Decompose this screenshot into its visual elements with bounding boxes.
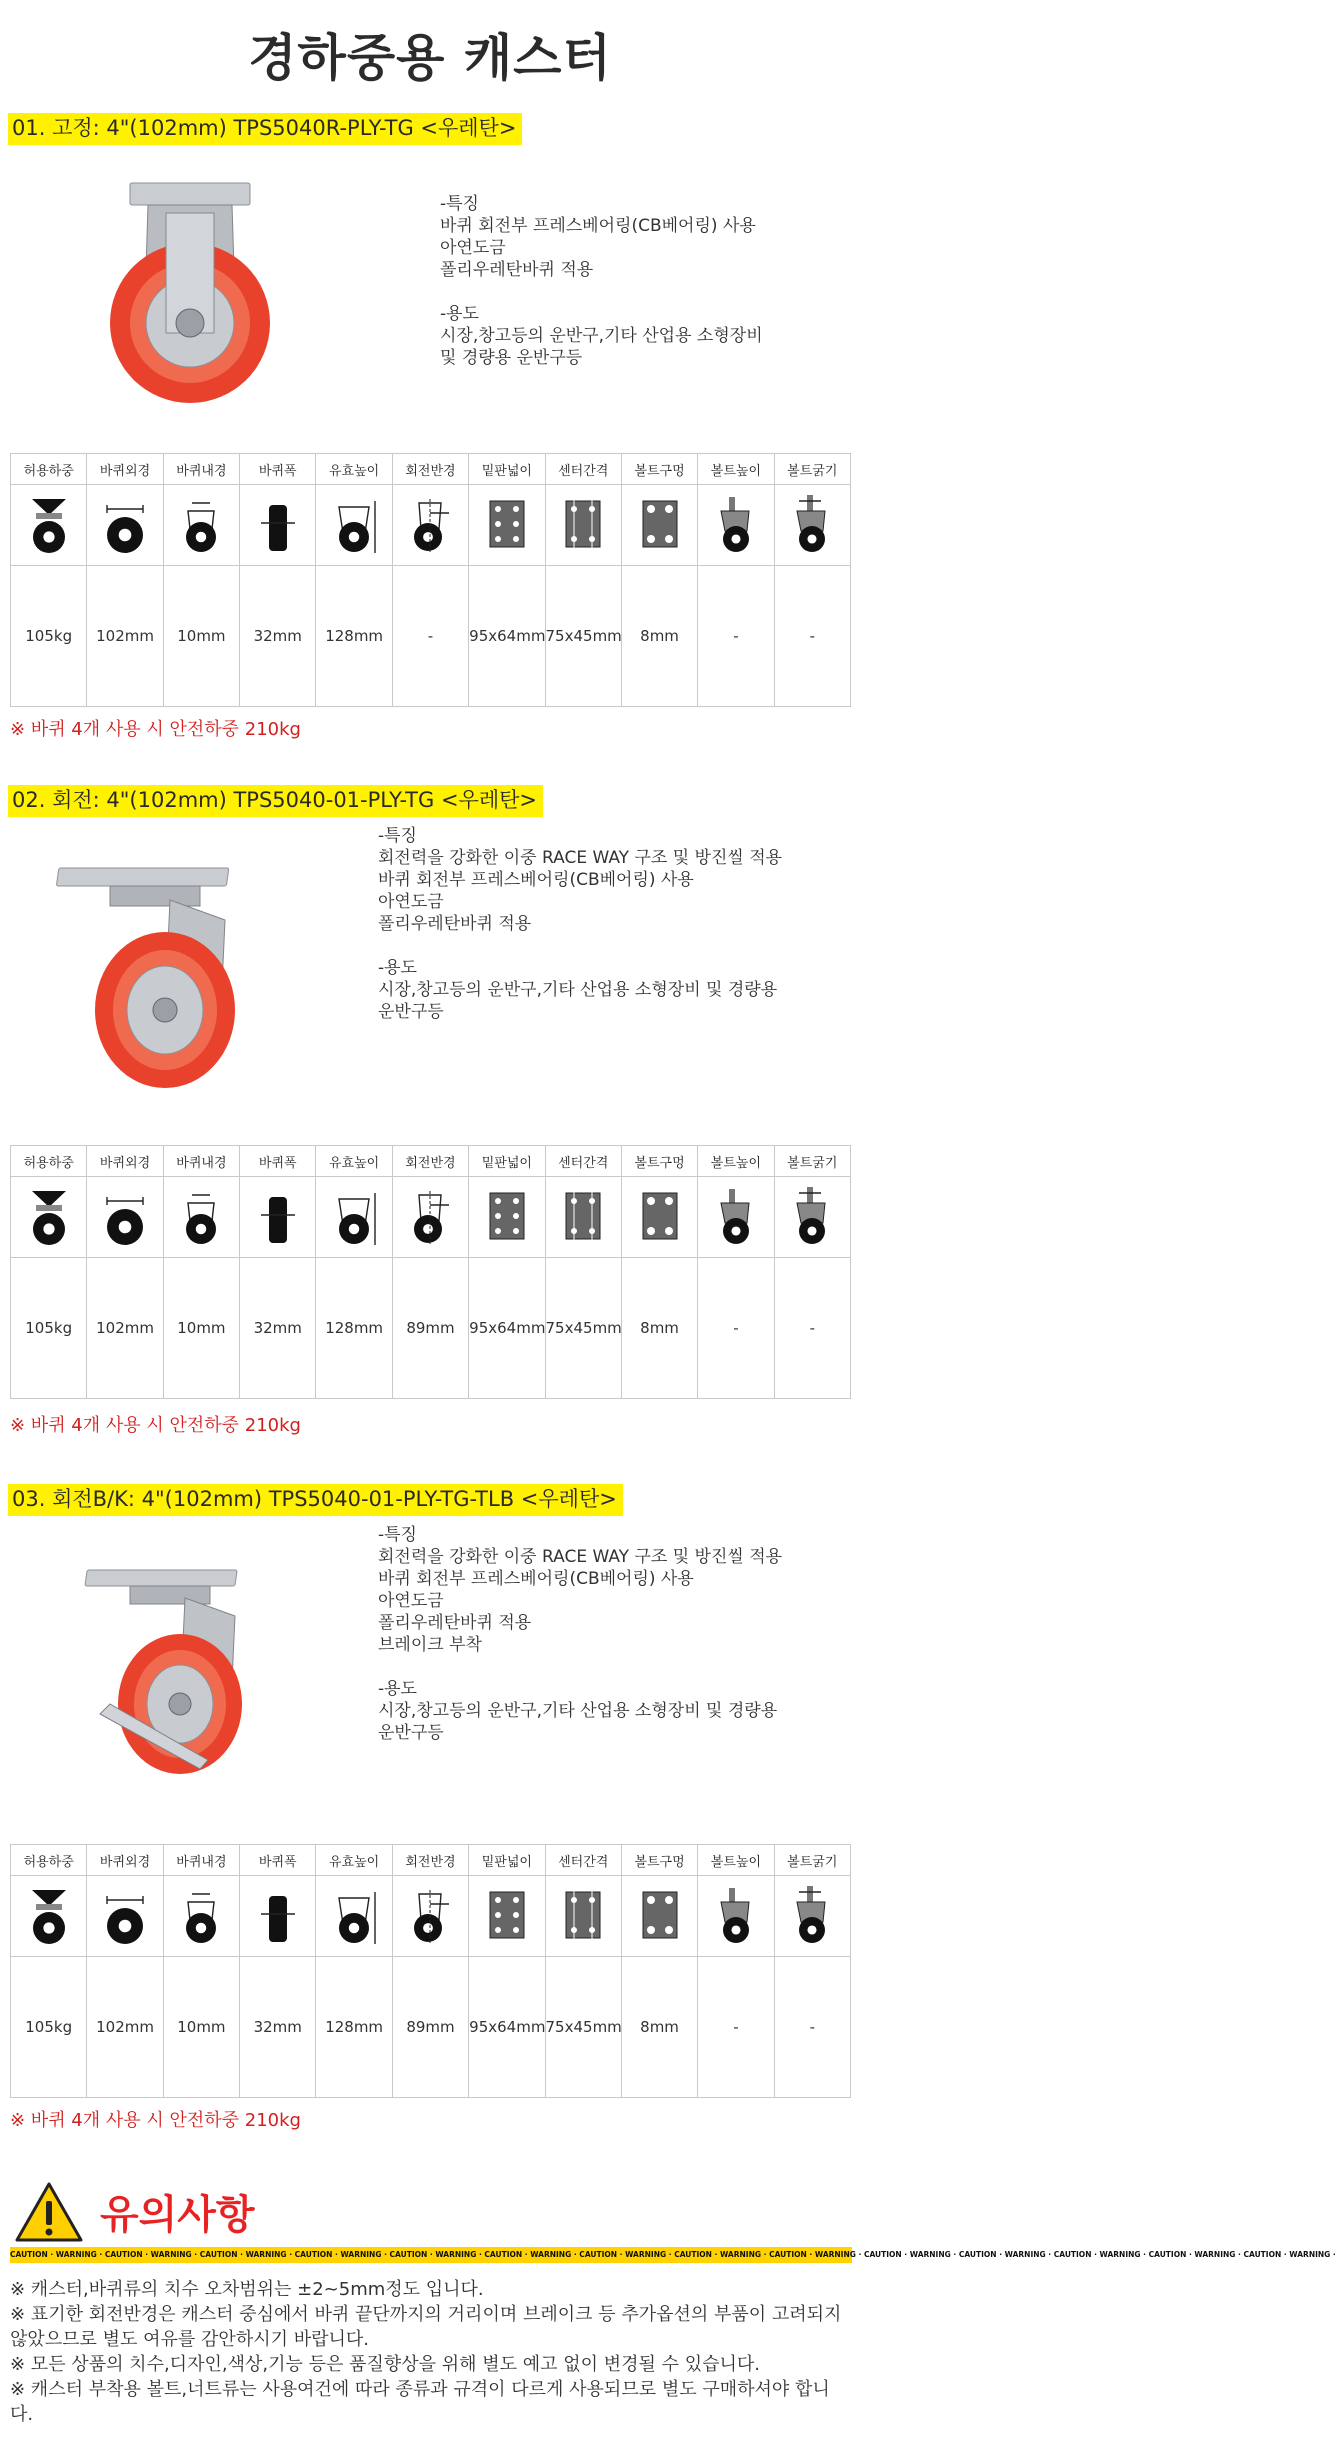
product-description: -특징 회전력을 강화한 이중 RACE WAY 구조 및 방진씰 적용 바퀴 회전부 프레스베어링(CB베어링) 사용 아연도금 폴리우레탄바퀴 적용 브레이크 부착 -용도 시장,창고등의 운반구,기타 산업용 소형장비 및 경량용 운반구등	[378, 1525, 783, 1743]
plate-size-icon	[469, 1177, 545, 1258]
wheel-inner-diameter-icon	[163, 1876, 239, 1957]
swivel-radius-icon	[392, 1177, 468, 1258]
spec-table	[10, 453, 851, 707]
bolt-diameter-icon	[774, 485, 850, 566]
bolt-height-icon	[698, 1876, 774, 1957]
product-section-2	[0, 785, 860, 1436]
wheel-width-icon	[240, 485, 316, 566]
hole-spacing-icon	[545, 1177, 621, 1258]
spec-value-row: 105kg 102mm 10mm 32mm 128mm 89mm 95x64mm 75x45mm 8mm - -	[11, 1258, 851, 1399]
spec-header-row: 허용하중 바퀴외경 바퀴내경 바퀴폭 유효높이 회전반경 밑판넓이 센터간격 볼트구멍 볼트높이 볼트굵기	[11, 454, 851, 485]
hole-spacing-icon	[545, 1876, 621, 1957]
bolt-hole-icon	[621, 485, 697, 566]
caution-item: ※ 캐스터,바퀴류의 치수 오차범위는 ±2~5mm정도 입니다.	[10, 2279, 484, 2300]
model-heading: 02. 회전: 4"(102mm) TPS5040-01-PLY-TG <우레탄>	[8, 785, 543, 817]
spec-value-row: 105kg 102mm 10mm 32mm 128mm 89mm 95x64mm 75x45mm 8mm - -	[11, 1957, 851, 2098]
caution-section	[0, 2177, 1336, 2462]
model-heading: 03. 회전B/K: 4"(102mm) TPS5040-01-PLY-TG-TLB <우레탄>	[8, 1484, 623, 1516]
page-title: 경하중용 캐스터	[248, 29, 612, 87]
caution-list	[10, 2277, 850, 2427]
safety-load-note: ※ 바퀴 4개 사용 시 안전하중 210kg	[10, 1415, 301, 1436]
plate-size-icon	[469, 1876, 545, 1957]
load-icon	[11, 1177, 87, 1258]
effective-height-icon	[316, 485, 392, 566]
spec-header-row: 허용하중 바퀴외경 바퀴내경 바퀴폭 유효높이 회전반경 밑판넓이 센터간격 볼트구멍 볼트높이 볼트굵기	[11, 1146, 851, 1177]
bolt-height-icon	[698, 485, 774, 566]
load-icon	[11, 1876, 87, 1957]
product-section-1	[0, 113, 860, 740]
effective-height-icon	[316, 1876, 392, 1957]
caster-photo-swivel-brake	[80, 1564, 280, 1779]
caution-item: ※ 모든 상품의 치수,디자인,색상,기능 등은 품질향상을 위해 별도 예고 없이 변경될 수 있습니다.	[10, 2354, 760, 2375]
spec-table	[10, 1145, 851, 1399]
spec-header-row: 허용하중 바퀴외경 바퀴내경 바퀴폭 유효높이 회전반경 밑판넓이 센터간격 볼트구멍 볼트높이 볼트굵기	[11, 1845, 851, 1876]
swivel-radius-icon	[392, 485, 468, 566]
effective-height-icon	[316, 1177, 392, 1258]
swivel-radius-icon	[392, 1876, 468, 1957]
bolt-diameter-icon	[774, 1876, 850, 1957]
caution-item: ※ 캐스터 부착용 볼트,너트류는 사용여건에 따라 종류과 규격이 다르게 사용되므로 별도 구매하셔야 합니다.	[10, 2379, 830, 2425]
caution-item: ※ 표기한 회전반경은 캐스터 중심에서 바퀴 끝단까지의 거리이며 브레이크 등 추가옵션의 부품이 고려되지 않았으므로 별도 여유를 감안하시기 바랍니다.	[10, 2304, 842, 2350]
spec-icon-row	[11, 1177, 851, 1258]
bolt-diameter-icon	[774, 1177, 850, 1258]
bolt-hole-icon	[621, 1177, 697, 1258]
safety-load-note: ※ 바퀴 4개 사용 시 안전하중 210kg	[10, 719, 301, 740]
plate-size-icon	[469, 485, 545, 566]
safety-load-note: ※ 바퀴 4개 사용 시 안전하중 210kg	[10, 2110, 301, 2131]
wheel-width-icon	[240, 1876, 316, 1957]
spec-value-row: 105kg 102mm 10mm 32mm 128mm - 95x64mm 75x45mm 8mm - -	[11, 566, 851, 707]
spec-table	[10, 1844, 851, 2098]
wheel-outer-diameter-icon	[87, 1876, 163, 1957]
wheel-inner-diameter-icon	[163, 485, 239, 566]
product-description: -특징 회전력을 강화한 이중 RACE WAY 구조 및 방진씰 적용 바퀴 회전부 프레스베어링(CB베어링) 사용 아연도금 폴리우레탄바퀴 적용 -용도 시장,창고등의 운반구,기타 산업용 소형장비 및 경량용 운반구등	[378, 826, 783, 1022]
caution-title: 유의사항	[100, 2192, 255, 2238]
caution-strip-text: CAUTION · WARNING · CAUTION · WARNING · CAUTION · WARNING · CAUTION · WARNING · CAUTION · WARNING · CAUTION · WARNING · CAUTION · WARNING · CAUTION · WARNING · CAUTION · WARNING · CAUTION · WARNING · CAUTION · WARNING · CAUTION · WARNING · CAUTION · WARNING · CAUTION · WARNING ·	[10, 2250, 1336, 2259]
spec-icon-row	[11, 1876, 851, 1957]
spec-icon-row	[11, 485, 851, 566]
load-icon	[11, 485, 87, 566]
model-heading: 01. 고정: 4"(102mm) TPS5040R-PLY-TG <우레탄>	[8, 113, 522, 145]
caster-photo-fixed	[100, 183, 280, 413]
hole-spacing-icon	[545, 485, 621, 566]
warning-triangle-icon	[14, 2181, 84, 2247]
caster-photo-swivel	[50, 860, 270, 1090]
bolt-height-icon	[698, 1177, 774, 1258]
wheel-outer-diameter-icon	[87, 1177, 163, 1258]
wheel-outer-diameter-icon	[87, 485, 163, 566]
bolt-hole-icon	[621, 1876, 697, 1957]
wheel-width-icon	[240, 1177, 316, 1258]
caution-warning-strip	[10, 2247, 1336, 2263]
product-description: -특징 바퀴 회전부 프레스베어링(CB베어링) 사용 아연도금 폴리우레탄바퀴 적용 -용도 시장,창고등의 운반구,기타 산업용 소형장비 및 경량용 운반구등	[440, 194, 763, 368]
product-section-3	[0, 1484, 860, 2144]
wheel-inner-diameter-icon	[163, 1177, 239, 1258]
